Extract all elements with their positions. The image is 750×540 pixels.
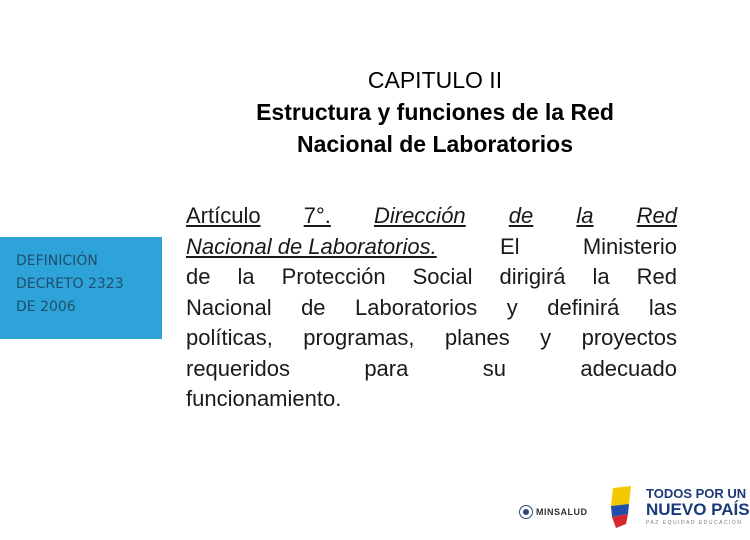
article-word: proyectos <box>581 325 677 350</box>
definition-box <box>0 237 162 339</box>
article-word: Ministerio <box>582 233 677 259</box>
article-word: Artículo <box>186 203 261 228</box>
article-word: Protección <box>281 264 386 289</box>
chapter-label: CAPITULO II <box>367 67 503 93</box>
todos-line-3: PAZ EQUIDAD EDUCACIÓN <box>646 520 743 526</box>
minsalud-logo <box>519 505 588 519</box>
article-line-3 <box>186 262 677 293</box>
article-word: Nacional <box>186 294 272 320</box>
definition-line-2: DECRETO 2323 <box>16 276 124 292</box>
article-word: Red <box>636 264 677 289</box>
article-word: funcionamiento. <box>186 386 342 411</box>
article-word: dirigirá <box>499 264 566 289</box>
chapter-title-line-1: Estructura y funciones de la Red <box>256 99 614 125</box>
todos-words <box>646 487 750 527</box>
article-word: la <box>576 203 594 228</box>
article-phrase: Nacional de Laboratorios. <box>186 233 437 259</box>
article-word: su <box>482 355 506 381</box>
article-word: y <box>506 294 518 320</box>
article-word: de <box>508 203 534 228</box>
article-word: definirá <box>547 294 620 320</box>
article-word: 7°. <box>303 203 331 228</box>
article-line-4 <box>186 293 677 324</box>
article-word: la <box>592 264 610 289</box>
article-line-6 <box>186 354 677 385</box>
todos-line-1: TODOS POR UN <box>646 486 747 501</box>
article-text <box>186 201 677 415</box>
article-word: El <box>500 233 520 259</box>
article-line-5 <box>186 323 677 354</box>
article-word: Dirección <box>373 203 466 228</box>
article-word: requeridos <box>186 355 290 381</box>
definition-line-1: DEFINICIÓN <box>16 253 98 269</box>
article-line-1 <box>186 201 677 232</box>
chapter-heading <box>200 64 670 160</box>
article-word: para <box>364 355 409 381</box>
article-word: planes <box>444 325 510 350</box>
todos-por-un-nuevo-pais-logo <box>607 484 750 530</box>
definition-line-3: DE 2006 <box>16 299 76 315</box>
article-word: de <box>301 294 326 320</box>
article-word: adecuado <box>580 355 677 381</box>
article-word: programas, <box>303 325 415 350</box>
article-word: y <box>540 325 552 350</box>
definition-text <box>16 250 156 319</box>
colombia-flag-icon <box>607 484 641 530</box>
article-line-7 <box>186 384 677 415</box>
article-word: Red <box>636 203 677 228</box>
minsalud-label: MINSALUD <box>536 507 588 517</box>
article-word: Laboratorios <box>355 294 478 320</box>
article-line-2 <box>186 232 677 263</box>
article-word: políticas, <box>186 325 273 350</box>
article-word: la <box>237 264 255 289</box>
coat-of-arms-icon <box>519 505 533 519</box>
todos-line-2: NUEVO PAÍS <box>646 500 750 519</box>
article-word: de <box>186 264 211 289</box>
article-word: las <box>648 294 677 320</box>
article-word: Social <box>412 264 473 289</box>
chapter-title-line-2: Nacional de Laboratorios <box>296 131 574 157</box>
